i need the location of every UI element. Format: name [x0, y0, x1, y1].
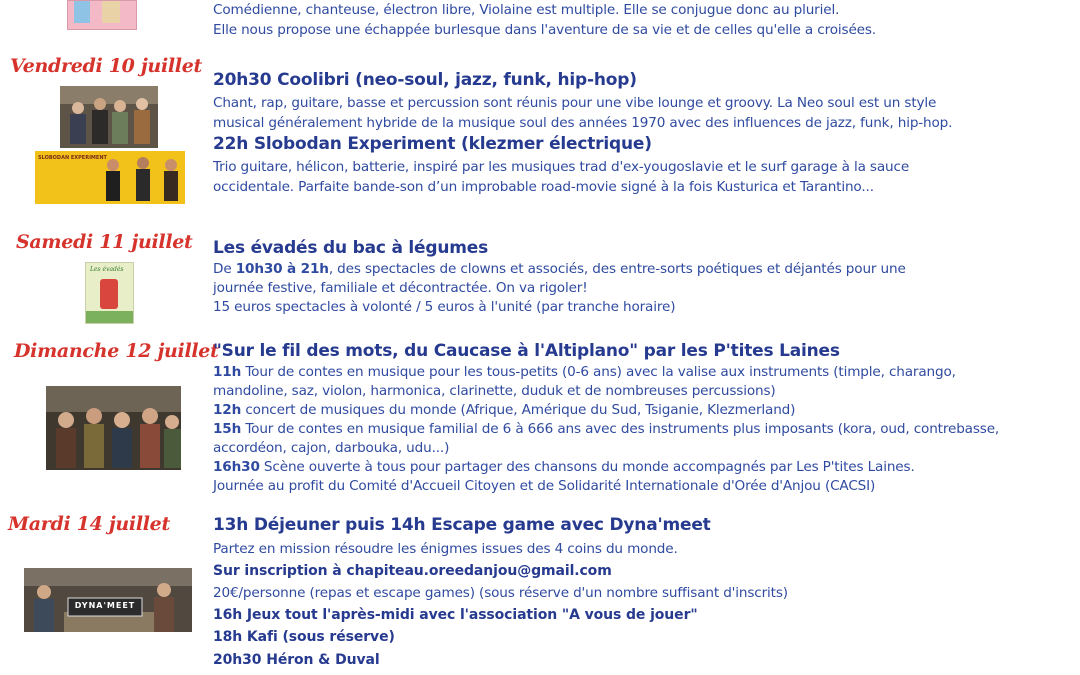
dimanche-time-4: 16h30 — [213, 459, 260, 475]
slobodan-poster — [35, 151, 185, 204]
day-vendredi: Vendredi 10 juillet — [10, 55, 202, 77]
mardi-price: 20€/personne (repas et escape games) (sous réserve d'un nombre suffisant d'inscrits) — [213, 585, 788, 601]
mardi-jeux: 16h Jeux tout l'après-midi avec l'association "A vous de jouer" — [213, 607, 698, 623]
dimanche-row-1b: mandoline, saz, violon, harmonica, clarinette, duduk et de nombreuses percussions) — [213, 383, 776, 399]
day-dimanche: Dimanche 12 juillet — [14, 340, 219, 362]
dynameet-title: 13h Déjeuner puis 14h Escape game avec Dyna'meet — [213, 515, 711, 535]
dynameet-logo: DYNA'MEET — [74, 601, 136, 610]
dimanche-text-1: Tour de contes en musique pour les tous-petits (0-6 ans) avec la valise aux instruments (timple, charango, — [241, 364, 956, 380]
dynameet-photo — [24, 568, 192, 632]
coolibri-title: 20h30 Coolibri (neo-soul, jazz, funk, hip-hop) — [213, 70, 637, 90]
coolibri-desc-2: musical généralement hybride de la musique soul des années 1970 avec des influences de jazz, funk, hip-hop. — [213, 115, 953, 131]
day-mardi: Mardi 14 juillet — [8, 513, 170, 535]
mardi-heron-duval: 20h30 Héron & Duval — [213, 652, 380, 668]
coolibri-desc-1: Chant, rap, guitare, basse et percussion sont réunis pour une vibe lounge et groovy. La Neo soul est un style — [213, 95, 937, 111]
dimanche-row-5: Journée au profit du Comité d'Accueil Citoyen et de Solidarité Internationale d'Orée d'Anjou (CACSI) — [213, 478, 876, 494]
mardi-kafi: 18h Kafi (sous réserve) — [213, 629, 395, 645]
evades-hours: 10h30 à 21h — [235, 261, 329, 277]
violaine-poster — [67, 0, 137, 30]
coolibri-photo — [60, 86, 158, 148]
ptites-laines-photo — [46, 386, 181, 470]
evades-poster — [85, 262, 134, 324]
dimanche-row-4 — [213, 459, 915, 475]
dimanche-time-3: 15h — [213, 421, 242, 437]
dimanche-time-1: 11h — [213, 364, 242, 380]
slobodan-poster-art — [35, 151, 185, 204]
evades-desc-2: journée festive, familiale et décontractée. On va rigoler! — [213, 280, 588, 296]
ptites-laines-title: "Sur le fil des mots, du Caucase à l'Altiplano" par les P'tites Laines — [213, 341, 840, 361]
evades-desc-3: 15 euros spectacles à volonté / 5 euros à l'unité (par tranche horaire) — [213, 299, 676, 315]
dimanche-row-3b: accordéon, cajon, darbouka, udu...) — [213, 440, 450, 456]
top-text-line-2: Elle nous propose une échappée burlesque dans l'aventure de sa vie et de celles qu'elle a croisées. — [213, 22, 876, 38]
evades-poster-label: Les évadés — [90, 266, 124, 273]
dimanche-row-2 — [213, 402, 795, 418]
dynameet-photo-art — [24, 568, 192, 632]
dimanche-row-3 — [213, 421, 999, 437]
dimanche-row-1 — [213, 364, 956, 380]
evades-desc-1 — [213, 261, 906, 277]
slobodan-title: 22h Slobodan Experiment (klezmer électrique) — [213, 134, 652, 154]
slobodan-desc-2: occidentale. Parfaite bande-son d’un improbable road-movie signé à la fois Kusturica et Tarantino... — [213, 179, 874, 195]
evades-desc-1-pre: De — [213, 261, 236, 277]
dimanche-text-4: Scène ouverte à tous pour partager des chansons du monde accompagnés par Les P'tites Laines. — [259, 459, 915, 475]
mardi-desc-1: Partez en mission résoudre les énigmes issues des 4 coins du monde. — [213, 541, 678, 557]
evades-title: Les évadés du bac à légumes — [213, 238, 489, 258]
mardi-inscription: Sur inscription à chapiteau.oreedanjou@gmail.com — [213, 563, 612, 579]
day-samedi: Samedi 11 juillet — [16, 231, 193, 253]
ptites-laines-photo-art — [46, 386, 181, 470]
top-text-line-1: Comédienne, chanteuse, électron libre, Violaine est multiple. Elle se conjugue donc au pluriel. — [213, 2, 840, 18]
slobodan-poster-label: SLOBODAN EXPERIMENT — [38, 155, 107, 161]
dimanche-text-2: concert de musiques du monde (Afrique, Amérique du Sud, Tsiganie, Klezmerland) — [241, 402, 796, 418]
evades-desc-1-post: , des spectacles de clowns et associés, des entre-sorts poétiques et déjantés pour une — [328, 261, 906, 277]
coolibri-photo-art — [60, 86, 158, 148]
dimanche-time-2: 12h — [213, 402, 242, 418]
slobodan-desc-1: Trio guitare, hélicon, batterie, inspiré par les musiques trad d'ex-yougoslavie et le surf garage à la sauce — [213, 159, 910, 175]
dimanche-text-3: Tour de contes en musique familial de 6 à 666 ans avec des instruments plus imposants (kora, oud, contrebasse, — [241, 421, 1000, 437]
